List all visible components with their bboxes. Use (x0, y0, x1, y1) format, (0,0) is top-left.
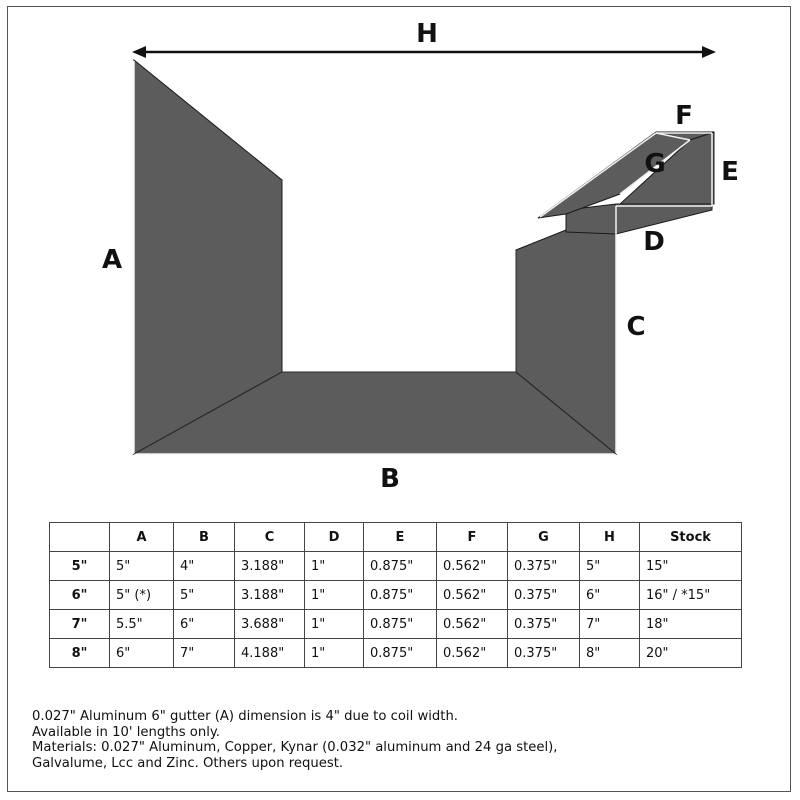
note-line: 0.027" Aluminum 6" gutter (A) dimension is 4" due to coil width. (32, 709, 458, 724)
table-cell: 0.375" (508, 552, 580, 581)
table-cell: 1" (305, 610, 364, 639)
table-row (50, 610, 742, 639)
header-cell (50, 523, 110, 552)
table-cell: 5" (174, 581, 235, 610)
label-h: H (416, 19, 438, 49)
notes-block (32, 709, 557, 771)
table-row (50, 552, 742, 581)
table-cell: 0.875" (364, 552, 437, 581)
table-cell: 4.188" (235, 639, 305, 668)
gutter-spec-table (49, 522, 742, 668)
table-cell: 6" (174, 610, 235, 639)
header-cell: Stock (640, 523, 742, 552)
header-cell: F (437, 523, 508, 552)
table-cell: 5" (110, 552, 174, 581)
table-cell: 0.375" (508, 639, 580, 668)
table-cell: 4" (174, 552, 235, 581)
table-cell: 5.5" (110, 610, 174, 639)
header-cell: H (580, 523, 640, 552)
table-cell: 7" (174, 639, 235, 668)
label-e: E (721, 157, 739, 187)
label-a: A (101, 245, 123, 275)
table-cell: 0.562" (437, 639, 508, 668)
header-cell: D (305, 523, 364, 552)
row-size: 5" (50, 552, 110, 581)
gutter-profile (134, 60, 714, 454)
row-size: 8" (50, 639, 110, 668)
note-line: Available in 10' lengths only. (32, 724, 220, 740)
table-cell: 20" (640, 639, 742, 668)
table-cell: 6" (110, 639, 174, 668)
table-cell: 6" (580, 581, 640, 610)
row-size: 6" (50, 581, 110, 610)
label-c: C (626, 312, 646, 342)
table-cell: 3.688" (235, 610, 305, 639)
header-cell: C (235, 523, 305, 552)
table-header-row (50, 523, 742, 552)
table-cell: 0.375" (508, 610, 580, 639)
table-cell: 18" (640, 610, 742, 639)
table-cell: 0.562" (437, 552, 508, 581)
table-cell: 1" (305, 581, 364, 610)
label-f: F (675, 101, 693, 131)
table-cell: 0.875" (364, 610, 437, 639)
table-row (50, 581, 742, 610)
header-cell: A (110, 523, 174, 552)
table-cell: 0.562" (437, 610, 508, 639)
note-line: Materials: 0.027" Aluminum, Copper, Kynar (0.032" aluminum and 24 ga steel), (32, 740, 558, 756)
label-g: G (644, 149, 666, 179)
table-row (50, 639, 742, 668)
note-line: Galvalume, Lcc and Zinc. Others upon request. (32, 755, 344, 771)
table-cell: 7" (580, 610, 640, 639)
table-cell: 16" / *15" (640, 581, 742, 610)
header-cell: B (174, 523, 235, 552)
table-cell: 3.188" (235, 552, 305, 581)
table-cell: 1" (305, 552, 364, 581)
lip-d (566, 204, 712, 234)
row-size: 7" (50, 610, 110, 639)
table-cell: 8" (580, 639, 640, 668)
table-cell: 15" (640, 552, 742, 581)
label-d: D (643, 227, 665, 257)
table-cell: 0.375" (508, 581, 580, 610)
table-cell: 3.188" (235, 581, 305, 610)
header-cell: G (508, 523, 580, 552)
label-b: B (380, 464, 400, 494)
table-cell: 0.562" (437, 581, 508, 610)
table-cell: 0.875" (364, 639, 437, 668)
table-cell: 1" (305, 639, 364, 668)
table-cell: 0.875" (364, 581, 437, 610)
header-cell: E (364, 523, 437, 552)
table-cell: 5" (*) (110, 581, 174, 610)
table-cell: 5" (580, 552, 640, 581)
